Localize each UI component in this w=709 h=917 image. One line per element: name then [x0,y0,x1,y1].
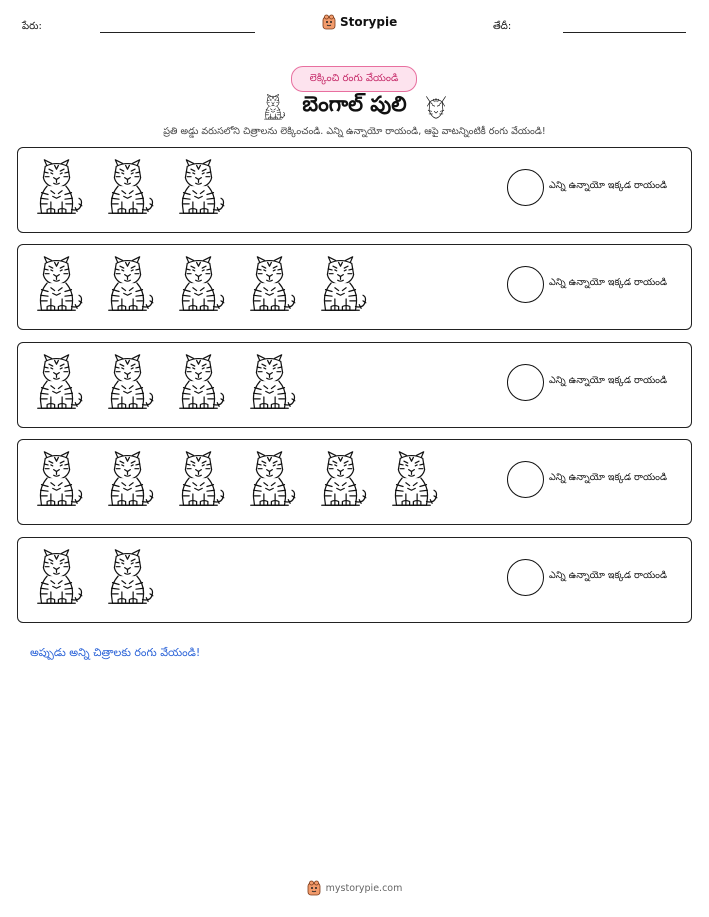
tiger-group [28,547,156,607]
tiger-picture[interactable] [99,157,156,217]
instructions-text: ప్రతి అడ్డు వరుసలోని చిత్రాలను లెక్కించండి. ఎన్ని ఉన్నాయో రాయండి, ఆపై వాటన్నింటికీ రంగు వేయండి! [163,126,546,137]
tiger-picture[interactable] [28,547,85,607]
count-row-5 [17,537,692,623]
answer-prompt: ఎన్ని ఉన్నాయో ఇక్కడ రాయండి [549,277,668,288]
tiger-picture[interactable] [241,352,298,412]
tiger-group [28,157,227,217]
tiger-picture[interactable] [170,254,227,314]
answer-prompt: ఎన్ని ఉన్నాయో ఇక్కడ రాయండి [549,375,668,386]
tiger-picture[interactable] [241,254,298,314]
site-footer [0,880,709,896]
tiger-group [28,352,298,412]
storypie-logo-icon [307,880,321,896]
answer-prompt: ఎన్ని ఉన్నాయో ఇక్కడ రాయండి [549,570,668,581]
tiger-picture[interactable] [99,449,156,509]
activity-badge: లెక్కించి రంగు వేయండి [291,66,417,92]
tiger-picture[interactable] [99,254,156,314]
brand [322,14,397,30]
count-row-1 [17,147,692,233]
tiger-picture[interactable] [170,157,227,217]
tiger-picture[interactable] [28,254,85,314]
count-row-4 [17,439,692,525]
site-url: mystorypie.com [325,882,403,894]
answer-circle[interactable] [507,266,544,303]
answer-prompt: ఎన్ని ఉన్నాయో ఇక్కడ రాయండి [549,472,668,483]
answer-circle[interactable] [507,461,544,498]
storypie-logo-icon [322,14,336,30]
tiger-picture[interactable] [99,547,156,607]
answer-circle[interactable] [507,559,544,596]
name-write-line[interactable] [100,32,255,33]
name-label: పేరు: [22,21,42,32]
title-row [0,92,709,122]
answer-circle[interactable] [507,364,544,401]
tiger-picture[interactable] [28,352,85,412]
tiger-picture[interactable] [170,352,227,412]
tiger-picture[interactable] [28,157,85,217]
color-all-note: అప్పుడు అన్ని చిత్రాలకు రంగు వేయండి! [30,646,201,659]
count-row-2 [17,244,692,330]
tiger-group [28,254,369,314]
tiger-picture[interactable] [312,449,369,509]
brand-name: Storypie [340,15,398,29]
date-label: తేదీ: [493,21,512,32]
tiger-picture[interactable] [312,254,369,314]
page-title: బెంగాల్ పులి [302,92,407,116]
tiger-picture[interactable] [170,449,227,509]
count-row-3 [17,342,692,428]
worksheet-header [0,12,709,42]
tiger-cub-icon [260,93,286,121]
answer-circle[interactable] [507,169,544,206]
tiger-picture[interactable] [241,449,298,509]
answer-prompt: ఎన్ని ఉన్నాయో ఇక్కడ రాయండి [549,180,668,191]
date-write-line[interactable] [563,32,686,33]
tiger-picture[interactable] [99,352,156,412]
tiger-picture[interactable] [28,449,85,509]
tiger-group [28,449,440,509]
tiger-head-icon [423,93,449,121]
tiger-picture[interactable] [383,449,440,509]
